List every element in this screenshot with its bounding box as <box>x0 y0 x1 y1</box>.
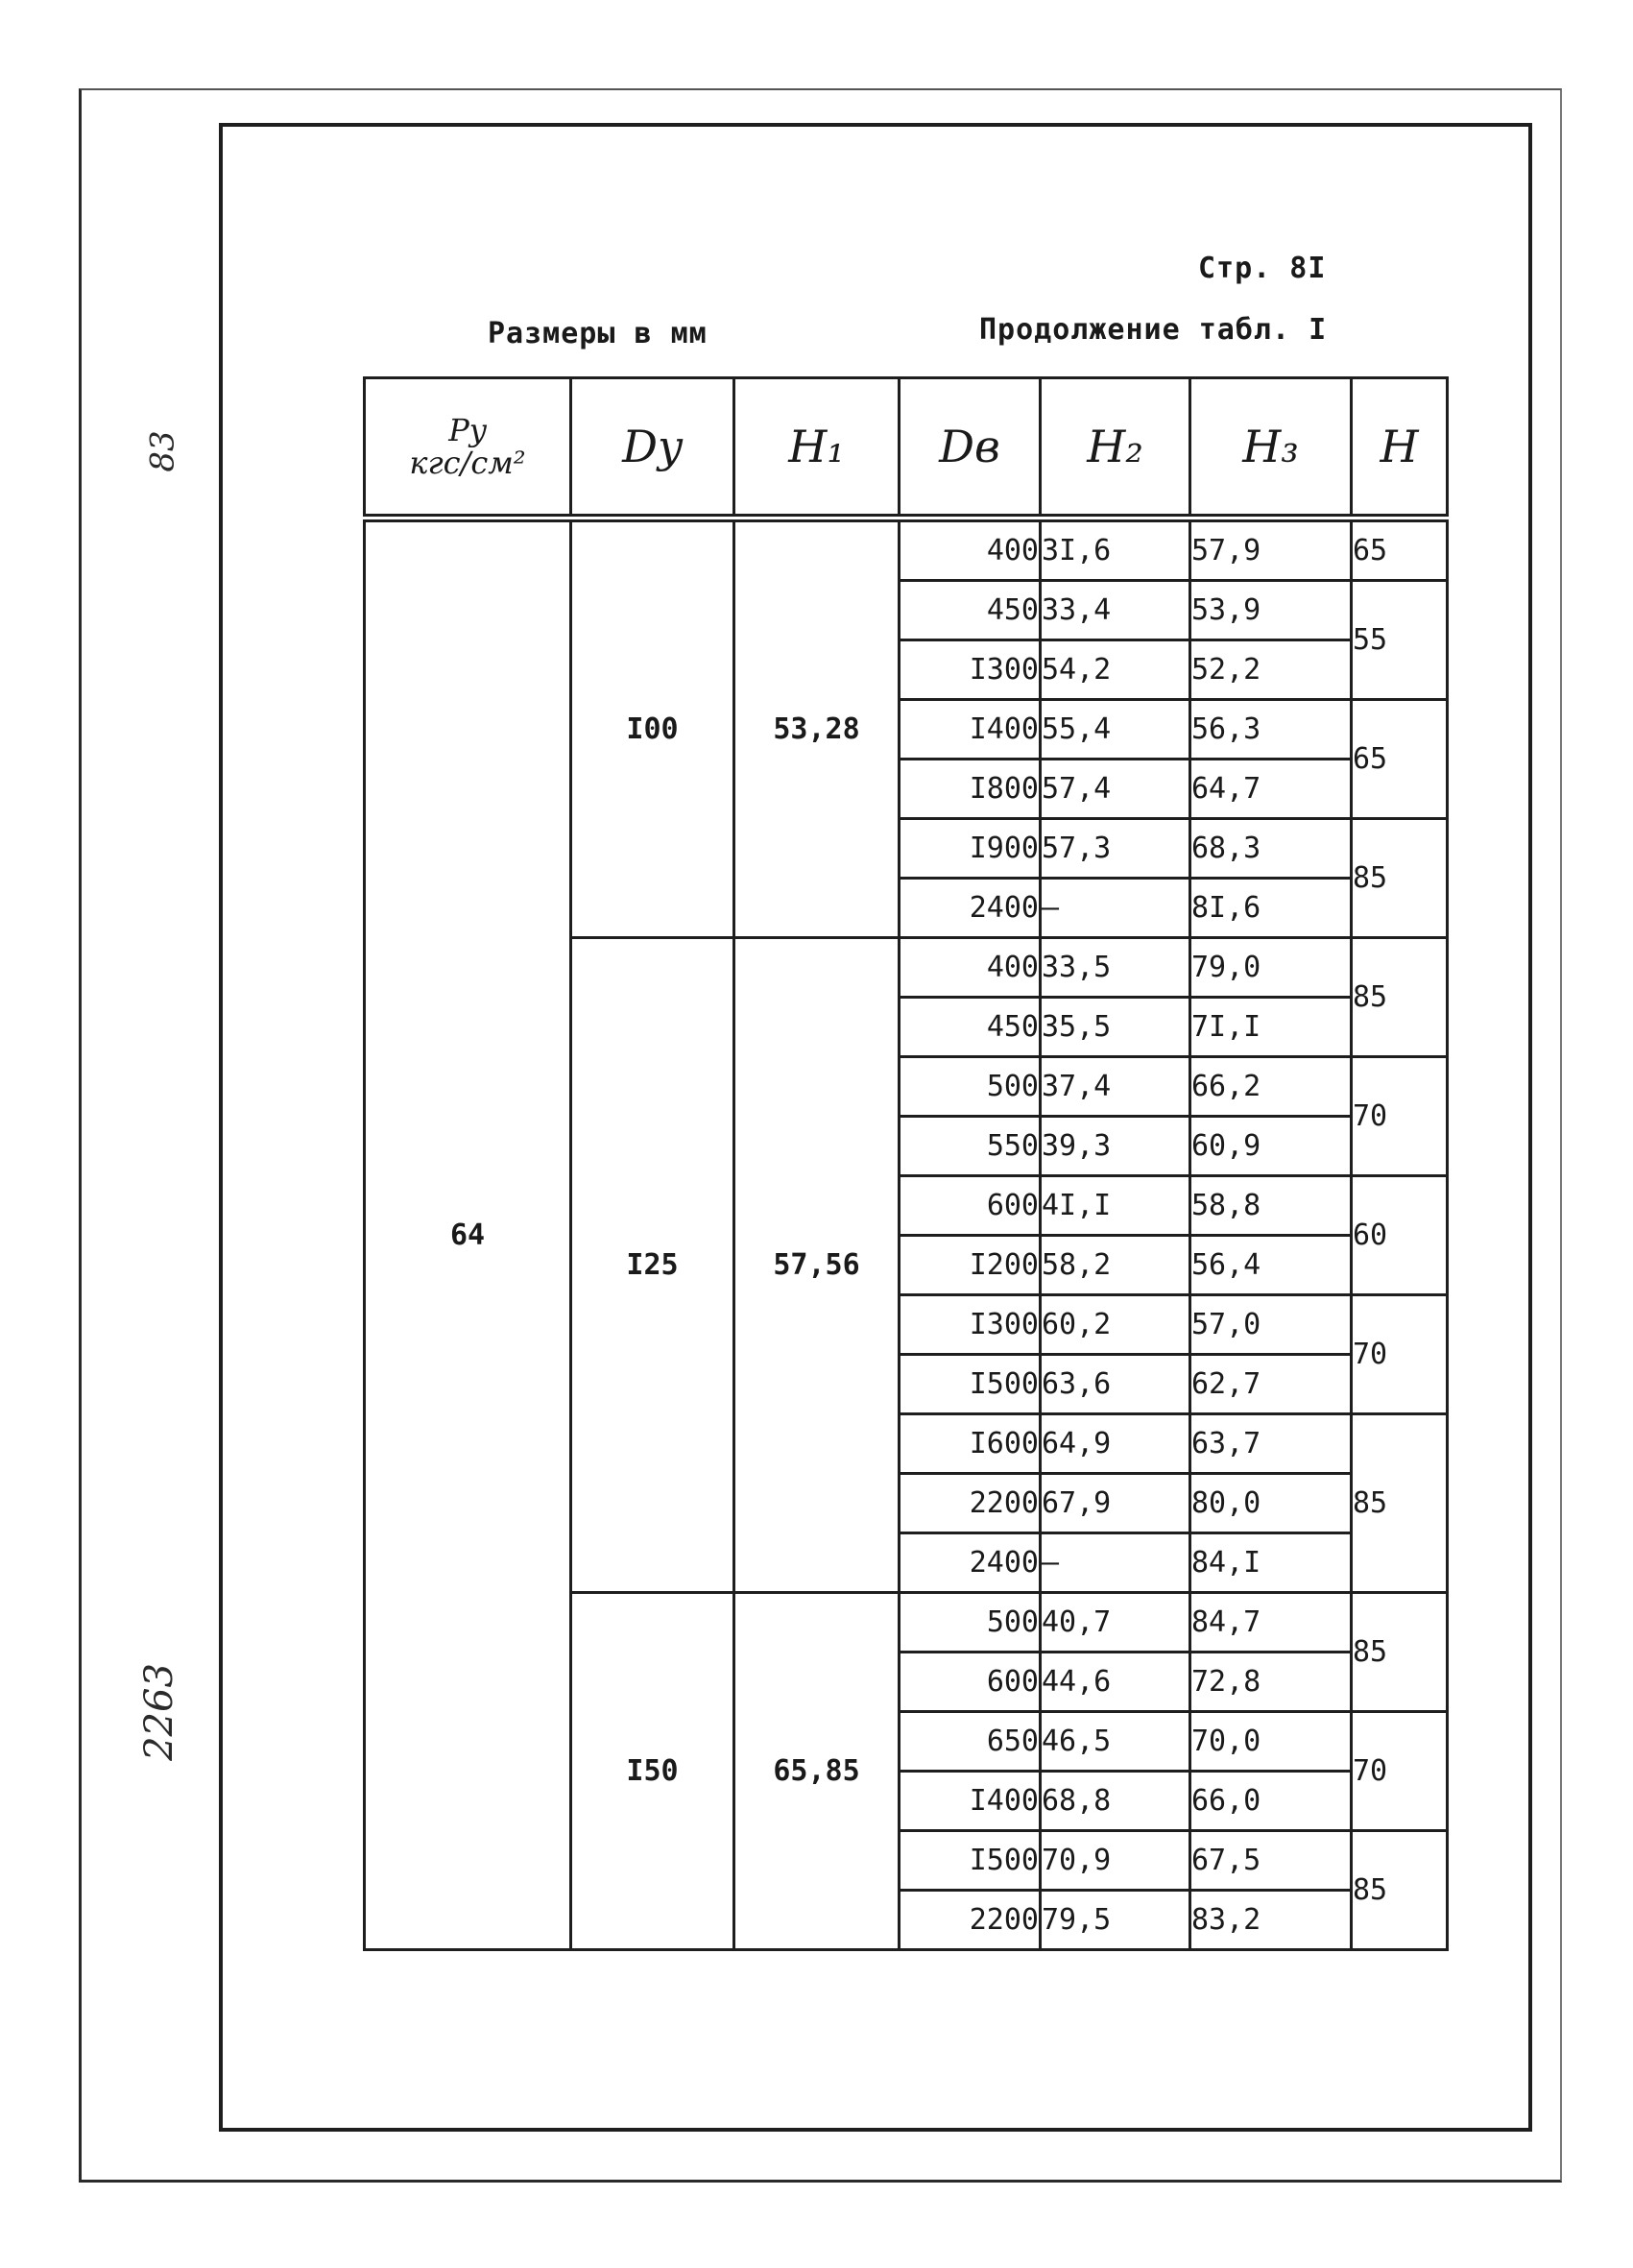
h-cell: 70 <box>1352 1057 1448 1176</box>
dv-cell: I300 <box>900 1295 1041 1355</box>
dv-cell: 600 <box>900 1653 1041 1712</box>
h2-cell: 54,2 <box>1041 640 1190 700</box>
h3-cell: 79,0 <box>1190 938 1352 998</box>
h2-cell: 79,5 <box>1041 1891 1190 1950</box>
header-h2: H₂ <box>1041 378 1190 519</box>
header-h: H <box>1352 378 1448 519</box>
table-header-row <box>365 378 1448 519</box>
dv-cell: I500 <box>900 1831 1041 1891</box>
h-cell: 85 <box>1352 1593 1448 1712</box>
dv-cell: 600 <box>900 1176 1041 1236</box>
h2-cell: 4I,I <box>1041 1176 1190 1236</box>
h2-cell: 39,3 <box>1041 1117 1190 1176</box>
header-py-symbol: Py <box>448 412 487 448</box>
dv-cell: 400 <box>900 938 1041 998</box>
header-py <box>365 378 571 519</box>
dv-cell: 2400 <box>900 879 1041 938</box>
header-py-unit: кгс/см² <box>409 445 526 481</box>
margin-note-top: 83 <box>143 430 182 472</box>
py-cell: 64 <box>365 519 571 1950</box>
dv-cell: 500 <box>900 1593 1041 1653</box>
header-h1: H₁ <box>734 378 900 519</box>
dimensions-table <box>363 376 1449 1951</box>
h3-cell: 80,0 <box>1190 1474 1352 1533</box>
dv-cell: 550 <box>900 1117 1041 1176</box>
h2-cell: 68,8 <box>1041 1772 1190 1831</box>
h3-cell: 84,7 <box>1190 1593 1352 1653</box>
h1-cell: 53,28 <box>734 519 900 938</box>
h2-cell: 35,5 <box>1041 998 1190 1057</box>
h-cell: 85 <box>1352 819 1448 938</box>
dv-cell: 450 <box>900 998 1041 1057</box>
h3-cell: 58,8 <box>1190 1176 1352 1236</box>
dv-cell: 2200 <box>900 1474 1041 1533</box>
h2-cell: 63,6 <box>1041 1355 1190 1414</box>
dv-cell: 2200 <box>900 1891 1041 1950</box>
dv-cell: 2400 <box>900 1533 1041 1593</box>
h2-cell: 3I,6 <box>1041 519 1190 581</box>
h2-cell: 33,4 <box>1041 581 1190 640</box>
h-cell: 65 <box>1352 519 1448 581</box>
h2-cell: — <box>1041 879 1190 938</box>
page-number: Стр. 8I <box>1198 252 1327 285</box>
h3-cell: 64,7 <box>1190 760 1352 819</box>
h-cell: 70 <box>1352 1712 1448 1831</box>
h2-cell: 33,5 <box>1041 938 1190 998</box>
dy-cell: I25 <box>571 938 734 1593</box>
header-h3: H₃ <box>1190 378 1352 519</box>
h-cell: 85 <box>1352 1414 1448 1593</box>
dv-cell: 650 <box>900 1712 1041 1772</box>
h3-cell: 60,9 <box>1190 1117 1352 1176</box>
dv-cell: I400 <box>900 700 1041 760</box>
dv-cell: I900 <box>900 819 1041 879</box>
h2-cell: 46,5 <box>1041 1712 1190 1772</box>
h3-cell: 56,3 <box>1190 700 1352 760</box>
dv-cell: I200 <box>900 1236 1041 1295</box>
h-cell: 60 <box>1352 1176 1448 1295</box>
dv-cell: I800 <box>900 760 1041 819</box>
h2-cell: 57,3 <box>1041 819 1190 879</box>
h3-cell: 67,5 <box>1190 1831 1352 1891</box>
h3-cell: 57,0 <box>1190 1295 1352 1355</box>
h-cell: 65 <box>1352 700 1448 819</box>
h2-cell: 57,4 <box>1041 760 1190 819</box>
h1-cell: 57,56 <box>734 938 900 1593</box>
h-cell: 70 <box>1352 1295 1448 1414</box>
h3-cell: 72,8 <box>1190 1653 1352 1712</box>
margin-note-bottom: 2263 <box>136 1663 181 1761</box>
h3-cell: 70,0 <box>1190 1712 1352 1772</box>
dy-cell: I00 <box>571 519 734 938</box>
dv-cell: I500 <box>900 1355 1041 1414</box>
h3-cell: 8I,6 <box>1190 879 1352 938</box>
h3-cell: 7I,I <box>1190 998 1352 1057</box>
h3-cell: 83,2 <box>1190 1891 1352 1950</box>
h3-cell: 56,4 <box>1190 1236 1352 1295</box>
h2-cell: 37,4 <box>1041 1057 1190 1117</box>
h3-cell: 52,2 <box>1190 640 1352 700</box>
h2-cell: 67,9 <box>1041 1474 1190 1533</box>
h2-cell: 64,9 <box>1041 1414 1190 1474</box>
h2-cell: 40,7 <box>1041 1593 1190 1653</box>
h3-cell: 84,I <box>1190 1533 1352 1593</box>
h-cell: 85 <box>1352 1831 1448 1950</box>
header-dy: Dy <box>571 378 734 519</box>
h3-cell: 57,9 <box>1190 519 1352 581</box>
continuation-label: Продолжение табл. I <box>979 313 1328 347</box>
dv-cell: 450 <box>900 581 1041 640</box>
h3-cell: 68,3 <box>1190 819 1352 879</box>
h3-cell: 62,7 <box>1190 1355 1352 1414</box>
h3-cell: 66,0 <box>1190 1772 1352 1831</box>
dv-cell: I400 <box>900 1772 1041 1831</box>
dy-cell: I50 <box>571 1593 734 1950</box>
h1-cell: 65,85 <box>734 1593 900 1950</box>
header-dv: Dв <box>900 378 1041 519</box>
h3-cell: 53,9 <box>1190 581 1352 640</box>
dv-cell: I300 <box>900 640 1041 700</box>
dv-cell: 400 <box>900 519 1041 581</box>
table-row <box>365 519 1448 581</box>
h3-cell: 63,7 <box>1190 1414 1352 1474</box>
units-label: Размеры в мм <box>488 317 708 350</box>
h2-cell: 70,9 <box>1041 1831 1190 1891</box>
h3-cell: 66,2 <box>1190 1057 1352 1117</box>
h-cell: 85 <box>1352 938 1448 1057</box>
h2-cell: 60,2 <box>1041 1295 1190 1355</box>
h2-cell: — <box>1041 1533 1190 1593</box>
h2-cell: 55,4 <box>1041 700 1190 760</box>
h-cell: 55 <box>1352 581 1448 700</box>
h2-cell: 44,6 <box>1041 1653 1190 1712</box>
dv-cell: 500 <box>900 1057 1041 1117</box>
h2-cell: 58,2 <box>1041 1236 1190 1295</box>
dv-cell: I600 <box>900 1414 1041 1474</box>
